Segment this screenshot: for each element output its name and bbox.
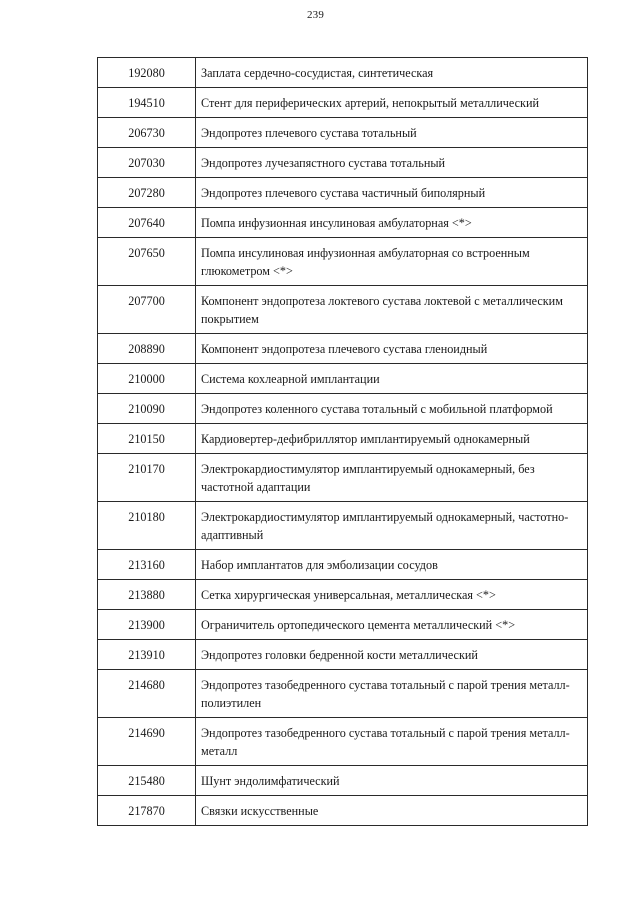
table-row [98,670,588,718]
table-row [98,718,588,766]
row-name-cell: Заплата сердечно-сосудистая, синтетическая [196,58,588,88]
table-row [98,286,588,334]
row-name-cell: Ограничитель ортопедического цемента металлический <*> [196,610,588,640]
row-name-cell: Компонент эндопротеза плечевого сустава гленоидный [196,334,588,364]
table-row [98,394,588,424]
table-row [98,334,588,364]
page-number: 239 [306,9,325,21]
row-name-cell: Электрокардиостимулятор имплантируемый однокамерный, без частотной адаптации [196,454,588,502]
device-registry-table [97,57,588,826]
table-row [98,640,588,670]
row-code-cell: 213900 [98,610,196,640]
table-row [98,502,588,550]
row-code-cell: 214680 [98,670,196,718]
table-row [98,454,588,502]
table-row [98,238,588,286]
table-row [98,88,588,118]
row-name-cell: Эндопротез коленного сустава тотальный с мобильной платформой [196,394,588,424]
table-row [98,178,588,208]
row-code-cell: 194510 [98,88,196,118]
row-code-cell: 207700 [98,286,196,334]
table-row [98,208,588,238]
table-row [98,766,588,796]
row-name-cell: Эндопротез головки бедренной кости металлический [196,640,588,670]
row-code-cell: 210000 [98,364,196,394]
row-code-cell: 207640 [98,208,196,238]
table-row [98,796,588,826]
row-code-cell: 207650 [98,238,196,286]
row-name-cell: Эндопротез плечевого сустава частичный биполярный [196,178,588,208]
row-code-cell: 210180 [98,502,196,550]
table-row [98,610,588,640]
row-code-cell: 215480 [98,766,196,796]
row-name-cell: Связки искусственные [196,796,588,826]
row-code-cell: 192080 [98,58,196,88]
row-code-cell: 213880 [98,580,196,610]
row-name-cell: Эндопротез тазобедренного сустава тотальный с парой трения металл-полиэтилен [196,670,588,718]
row-code-cell: 213160 [98,550,196,580]
row-name-cell: Стент для периферических артерий, непокрытый металлический [196,88,588,118]
table-row [98,148,588,178]
row-name-cell: Помпа инсулиновая инфузионная амбулаторная со встроенным глюкометром <*> [196,238,588,286]
row-name-cell: Шунт эндолимфатический [196,766,588,796]
table-row [98,580,588,610]
row-name-cell: Электрокардиостимулятор имплантируемый однокамерный, частотно-адаптивный [196,502,588,550]
row-code-cell: 210090 [98,394,196,424]
table-row [98,424,588,454]
table-row [98,58,588,88]
row-name-cell: Кардиовертер-дефибриллятор имплантируемый однокамерный [196,424,588,454]
row-code-cell: 206730 [98,118,196,148]
row-code-cell: 217870 [98,796,196,826]
row-code-cell: 207030 [98,148,196,178]
row-name-cell: Эндопротез плечевого сустава тотальный [196,118,588,148]
row-name-cell: Сетка хирургическая универсальная, металлическая <*> [196,580,588,610]
table-row [98,364,588,394]
table-row [98,550,588,580]
row-name-cell: Эндопротез тазобедренного сустава тотальный с парой трения металл-металл [196,718,588,766]
row-name-cell: Система кохлеарной имплантации [196,364,588,394]
row-code-cell: 210170 [98,454,196,502]
row-name-cell: Набор имплантатов для эмболизации сосудов [196,550,588,580]
row-code-cell: 214690 [98,718,196,766]
row-name-cell: Эндопротез лучезапястного сустава тотальный [196,148,588,178]
row-name-cell: Помпа инфузионная инсулиновая амбулаторная <*> [196,208,588,238]
row-code-cell: 210150 [98,424,196,454]
row-code-cell: 208890 [98,334,196,364]
row-code-cell: 207280 [98,178,196,208]
row-name-cell: Компонент эндопротеза локтевого сустава локтевой с металлическим покрытием [196,286,588,334]
table-row [98,118,588,148]
row-code-cell: 213910 [98,640,196,670]
